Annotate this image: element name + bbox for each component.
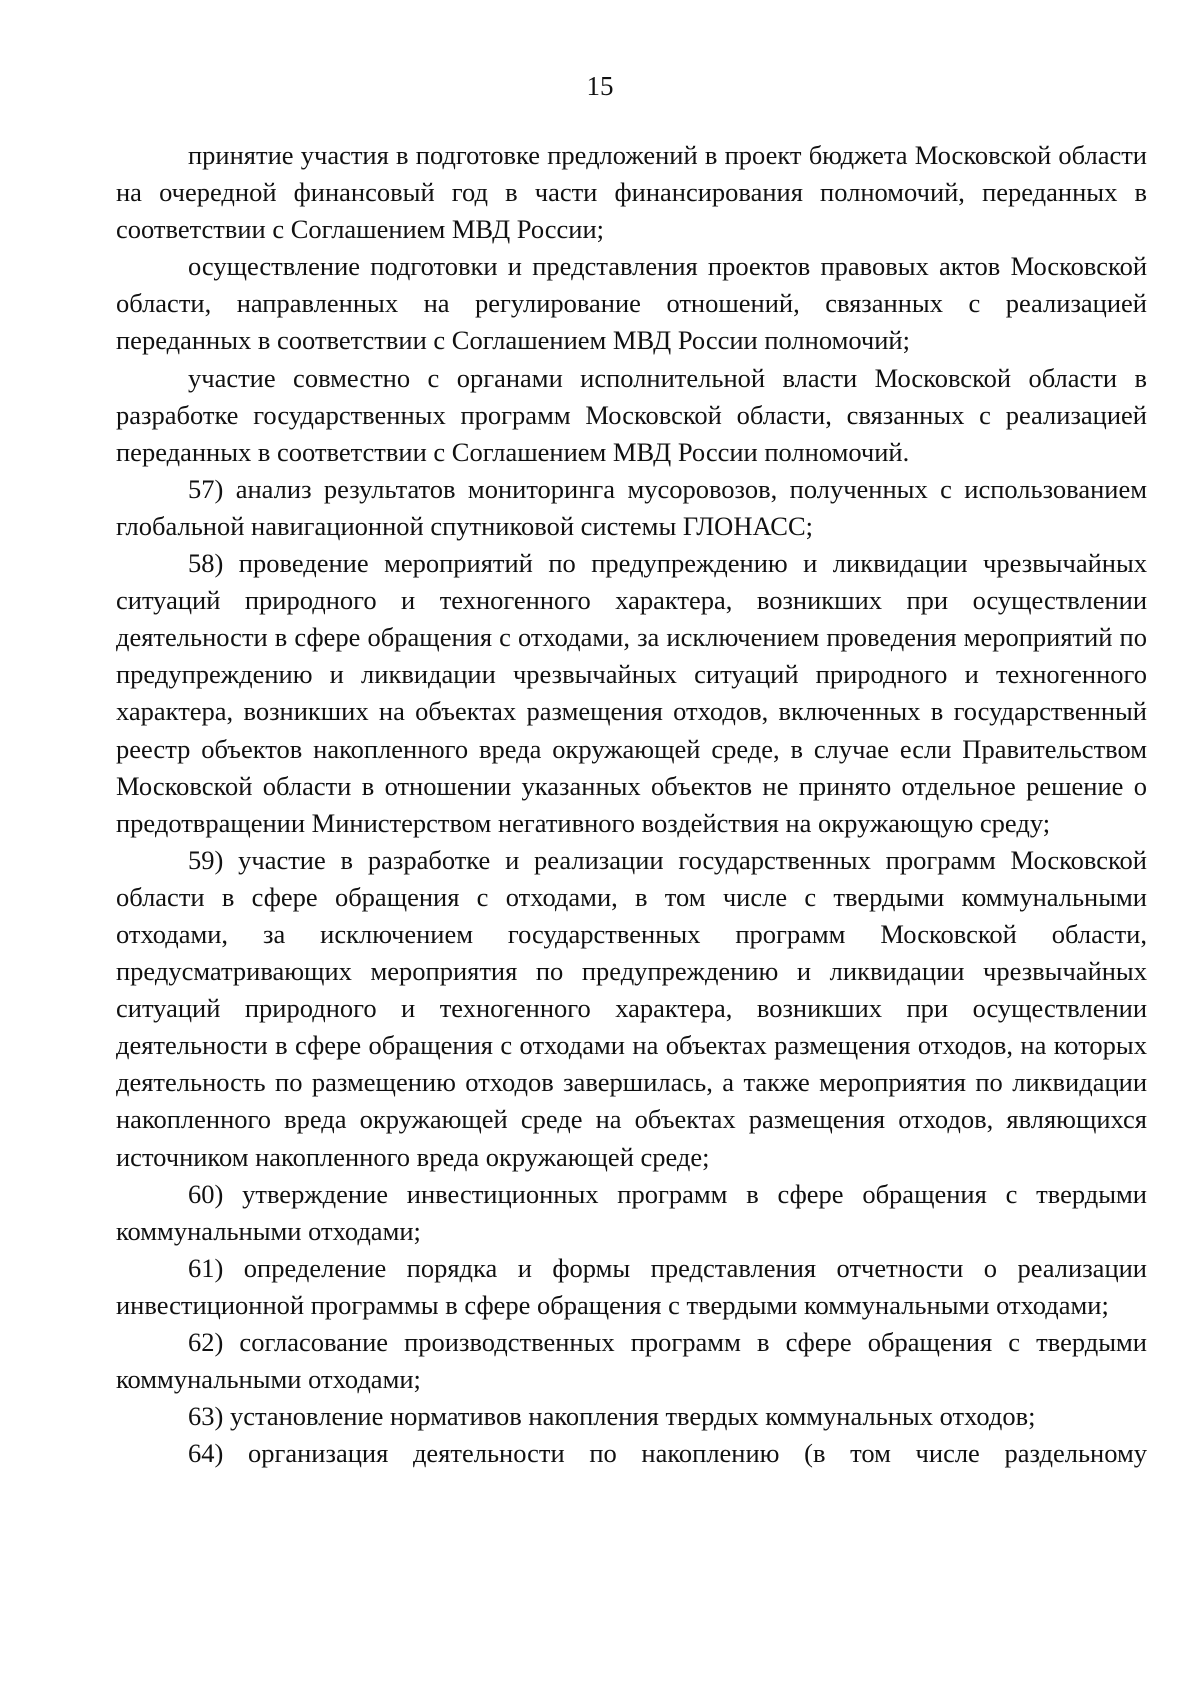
paragraph-item-64: 64) организация деятельности по накоплению (в том числе раздельному: [188, 1438, 1147, 1469]
paragraph-item-58: 58) проведение мероприятий по предупреждению и ликвидации чрезвычайных ситуаций природного и техногенного характера, возникших при осуществлении деятельности в сфере обращения с отходами, за исключением проведения мероприятий по предупреждению и ликвидации чрезвычайных ситуаций природного и техногенного характера, возникших на объектах размещения отходов, включенных в государственный реестр объектов накопленного вреда окружающей среде, в случае если Правительством Московской области в отношении указанных объектов не принято отдельное решение о предотвращении Министерством негативного воздействия на окружающую среду;: [116, 548, 1147, 838]
paragraph-budget-proposals: принятие участия в подготовке предложений в проект бюджета Московской области на очередной финансовый год в части финансирования полномочий, переданных в соответствии с Соглашением МВД России;: [116, 140, 1147, 245]
paragraph-item-62: 62) согласование производственных программ в сфере обращения с твердыми коммунальными отходами;: [116, 1327, 1147, 1395]
page-number: 15: [586, 71, 614, 101]
paragraph-legal-acts: осуществление подготовки и представления проектов правовых актов Московской области, направленных на регулирование отношений, связанных с реализацией переданных в соответствии с Соглашением МВД России полномочий;: [116, 251, 1147, 356]
paragraph-state-programs: участие совместно с органами исполнительной власти Московской области в разработке государственных программ Московской области, связанных с реализацией переданных в соответствии с Соглашением МВД России полномочий.: [116, 362, 1147, 467]
paragraph-item-57: 57) анализ результатов мониторинга мусоровозов, полученных с использованием глобальной навигационной спутниковой системы ГЛОНАСС;: [116, 473, 1147, 541]
paragraph-item-59: 59) участие в разработке и реализации государственных программ Московской области в сфере обращения с отходами, в том числе с твердыми коммунальными отходами, за исключением государственных программ Московской области, предусматривающих мероприятия по предупреждению и ликвидации чрезвычайных ситуаций природного и техногенного характера, возникших при осуществлении деятельности в сфере обращения с отходами на объектах размещения отходов, на которых деятельность по размещению отходов завершилась, а также мероприятия по ликвидации накопленного вреда окружающей среде на объектах размещения отходов, являющихся источником накопленного вреда окружающей среде;: [116, 844, 1147, 1172]
paragraph-item-60: 60) утверждение инвестиционных программ в сфере обращения с твердыми коммунальными отходами;: [116, 1178, 1147, 1246]
document-body: [116, 137, 1147, 1472]
paragraph-item-63: 63) установление нормативов накопления твердых коммунальных отходов;: [188, 1401, 1036, 1432]
paragraph-item-61: 61) определение порядка и формы представления отчетности о реализации инвестиционной программы в сфере обращения с твердыми коммунальными отходами;: [116, 1252, 1147, 1320]
